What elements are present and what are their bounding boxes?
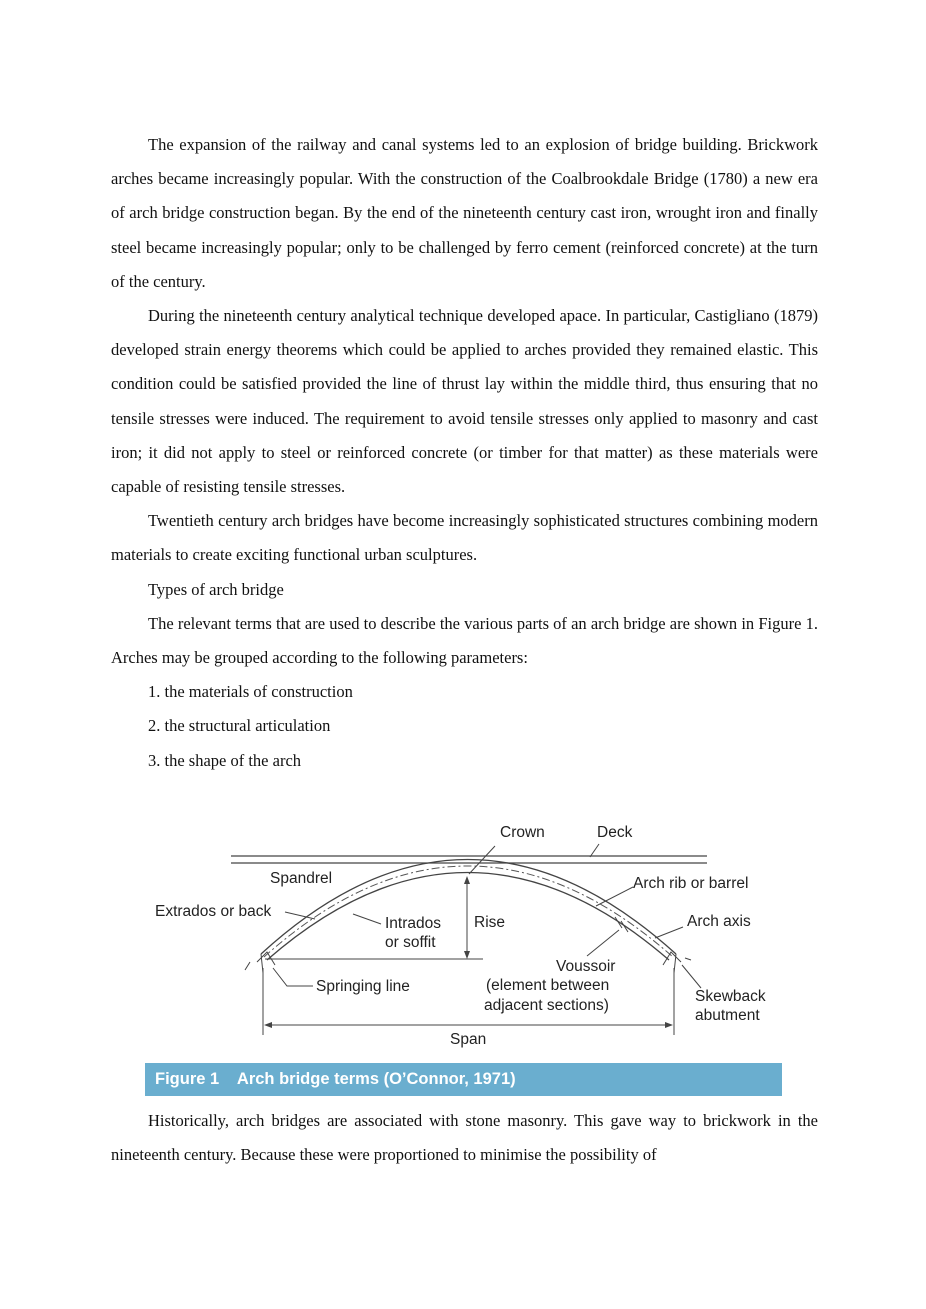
- label-extrados: Extrados or back: [155, 903, 272, 920]
- label-spandrel: Spandrel: [270, 870, 333, 887]
- paragraph-twentieth-century: Twentieth century arch bridges have become increasingly sophisticated structures combining modern materials to create exciting functional urban sculptures.: [111, 511, 818, 565]
- skewback-leader: [682, 965, 701, 988]
- paragraph-railway-expansion: The expansion of the railway and canal systems led to an explosion of bridge building. Brickwork arches became increasingly popular. With the construction of the Coalbrookdale Bridge (1780) a new era of arch bridge construction began. By the end of the nineteenth century cast iron, wrought iron and finally steel became increasingly popular; only to be challenged by ferro cement (reinforced concrete) at the turn of the century.: [111, 135, 818, 291]
- list-item: 3. the shape of the arch: [148, 750, 302, 770]
- label-rise: Rise: [474, 914, 506, 931]
- skewback-left: [245, 952, 275, 973]
- label-voussoir-line1: Voussoir: [556, 958, 616, 975]
- skewback-right: [663, 952, 691, 973]
- arch-rib-leader: [596, 887, 633, 906]
- label-skewback-line1: Skewback: [695, 988, 766, 1005]
- rise-arrowhead-top: [464, 876, 470, 884]
- label-crown: Crown: [500, 824, 545, 841]
- label-voussoir-line2: (element between: [486, 977, 610, 994]
- springing-leader: [273, 968, 313, 986]
- label-arch-axis: Arch axis: [687, 913, 751, 930]
- body-text-top: [111, 128, 818, 778]
- voussoir-leader: [587, 930, 619, 956]
- list-item: 1. the materials of construction: [148, 682, 353, 702]
- arch-bridge-figure: [145, 818, 782, 1098]
- label-skewback-line2: abutment: [695, 1007, 760, 1024]
- figure-caption-bar: [145, 1063, 782, 1096]
- voussoir-joint: [615, 917, 622, 928]
- voussoir-joint: [621, 921, 628, 932]
- deck-leader: [590, 844, 599, 857]
- label-intrados-line1: Intrados: [385, 915, 442, 932]
- span-arrowhead-left: [264, 1022, 272, 1028]
- label-arch-rib: Arch rib or barrel: [633, 875, 749, 892]
- paragraph-analytical-technique: During the nineteenth century analytical technique developed apace. In particular, Castigliano (1879) developed strain energy theorems which could be applied to arches provided they remained elastic. This condition could be satisfied provided the line of thrust lay within the middle third, thus ensuring that no tensile stresses were induced. The requirement to avoid tensile stresses only applied to masonry and cast iron; it did not apply to steel or reinforced concrete (or timber for that matter) as these materials were capable of resisting tensile stresses.: [111, 306, 818, 497]
- extrados-leader: [285, 912, 315, 919]
- section-heading: Types of arch bridge: [148, 579, 284, 599]
- arch-diagram: [145, 818, 782, 1063]
- label-springing-line: Springing line: [316, 978, 410, 995]
- label-voussoir-line3: adjacent sections): [484, 997, 609, 1014]
- intrados-leader: [353, 914, 381, 924]
- label-span: Span: [450, 1031, 487, 1048]
- figure-caption: Figure 1 Arch bridge terms (O’Connor, 1971): [155, 1070, 516, 1088]
- list-item: 2. the structural articulation: [148, 716, 331, 736]
- label-intrados-line2: or soffit: [385, 934, 436, 951]
- span-arrowhead-right: [665, 1022, 673, 1028]
- label-deck: Deck: [597, 824, 633, 841]
- arch-axis-leader: [655, 927, 683, 938]
- paragraph-terms-intro: The relevant terms that are used to describe the various parts of an arch bridge are shown in Figure 1. Arches may be grouped according to the following parameters:: [111, 613, 818, 668]
- rise-arrowhead-bottom: [464, 951, 470, 959]
- body-text-bottom: [111, 1104, 818, 1172]
- paragraph-historical-masonry: Historically, arch bridges are associated with stone masonry. This gave way to brickwork in the nineteenth century. Because these were proportioned to minimise the possibility of: [111, 1111, 818, 1165]
